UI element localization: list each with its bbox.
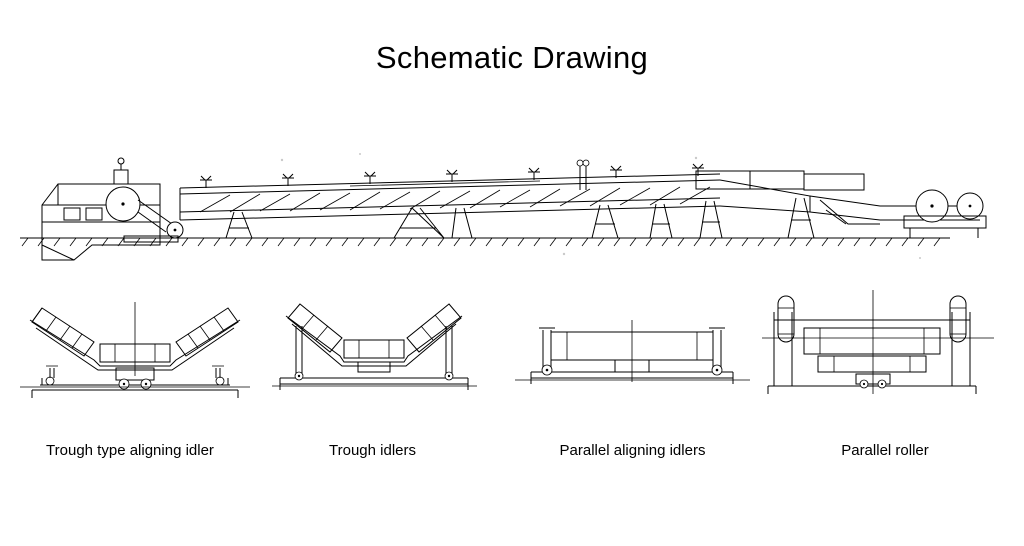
conveyor-gantry-truss xyxy=(180,164,720,220)
belt-conveyor-side-elevation-figure xyxy=(20,150,1004,280)
trough-idlers-svg xyxy=(272,290,477,415)
trough-type-aligning-idler-figure xyxy=(20,290,250,415)
scan-specks xyxy=(281,153,921,259)
drive-head-housing xyxy=(42,158,183,260)
caption-parallel-aligning-idlers: Parallel aligning idlers xyxy=(559,442,706,459)
caption-trough-idlers: Trough idlers xyxy=(329,442,416,459)
belt-conveyor-svg xyxy=(20,150,1004,280)
trough-idlers-figure xyxy=(272,290,477,415)
parallel-aligning-idlers-figure xyxy=(515,290,750,415)
page-title: Schematic Drawing xyxy=(375,40,649,75)
parallel-aligning-idlers-svg xyxy=(515,290,750,415)
trough-type-aligning-idler-svg xyxy=(20,290,250,415)
idler-captions xyxy=(0,442,1024,466)
caption-trough-type-aligning-idler: Trough type aligning idler xyxy=(46,442,214,459)
caption-parallel-roller: Parallel roller xyxy=(841,442,929,459)
parallel-roller-figure xyxy=(762,290,994,415)
idler-detail-figures xyxy=(0,290,1024,420)
support-trestles xyxy=(226,198,814,238)
transfer-post xyxy=(577,160,589,190)
parallel-roller-svg xyxy=(762,290,994,415)
